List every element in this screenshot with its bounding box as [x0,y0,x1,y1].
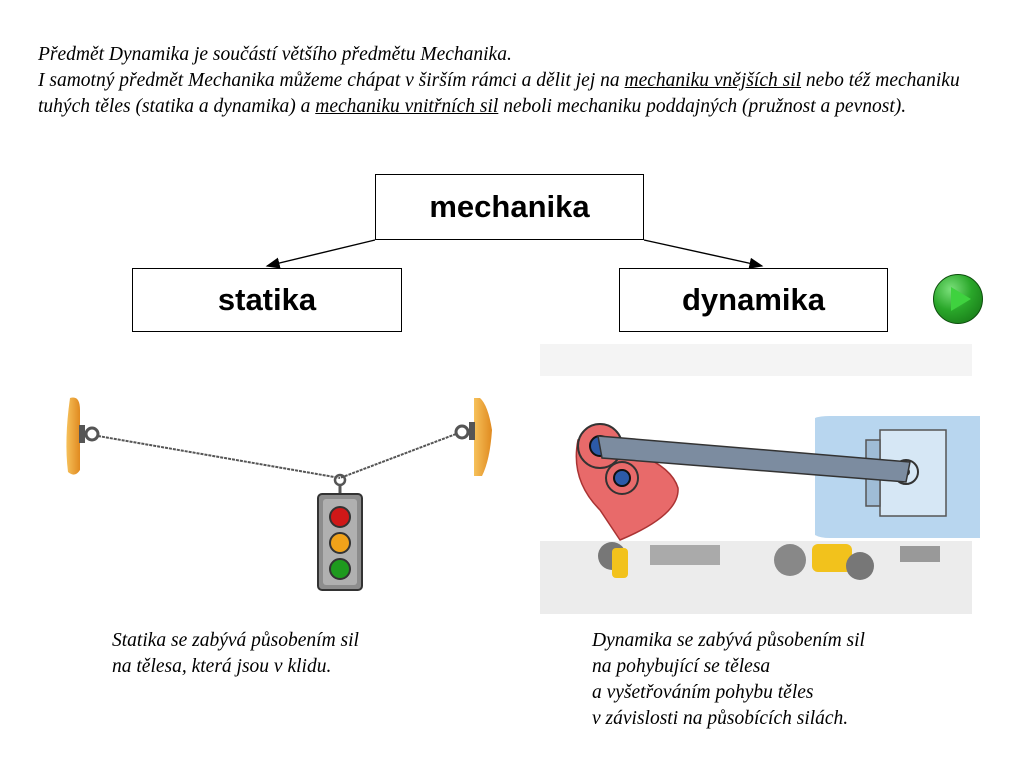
box-mechanika: mechanika [375,174,644,240]
caption-dynamika-line: v závislosti na působících silách. [592,708,849,729]
caption-dynamika-line: Dynamika se zabývá působením sil [592,630,865,651]
link-mechanika-vnitrnich-sil[interactable]: mechaniku vnitřních sil [315,96,499,117]
caption-dynamika [592,628,1012,732]
box-statika: statika [132,268,402,332]
intro-text-part-2: nebo též mechaniku tuhých těles (statika a dynamika) a [38,70,960,117]
caption-dynamika-line: a vyšetřováním pohybu těles [592,682,814,703]
intro-text-part-3: neboli mechaniku poddajných (pružnost a pevnost). [498,96,907,117]
intro-text-part-1: I samotný předmět Mechanika můžeme chápat v širším rámci a dělit jej na [38,70,625,91]
box-dynamika: dynamika [619,268,888,332]
caption-statika [112,628,512,680]
caption-statika-line: Statika se zabývá působením sil [112,630,359,651]
intro-line-1: Předmět Dynamika je součástí většího předmětu Mechanika. [38,44,512,65]
caption-dynamika-line: na pohybující se tělesa [592,656,771,677]
caption-statika-line: na tělesa, která jsou v klidu. [112,656,332,677]
link-mechanika-vnejsich-sil[interactable]: mechaniku vnějších sil [624,70,802,91]
